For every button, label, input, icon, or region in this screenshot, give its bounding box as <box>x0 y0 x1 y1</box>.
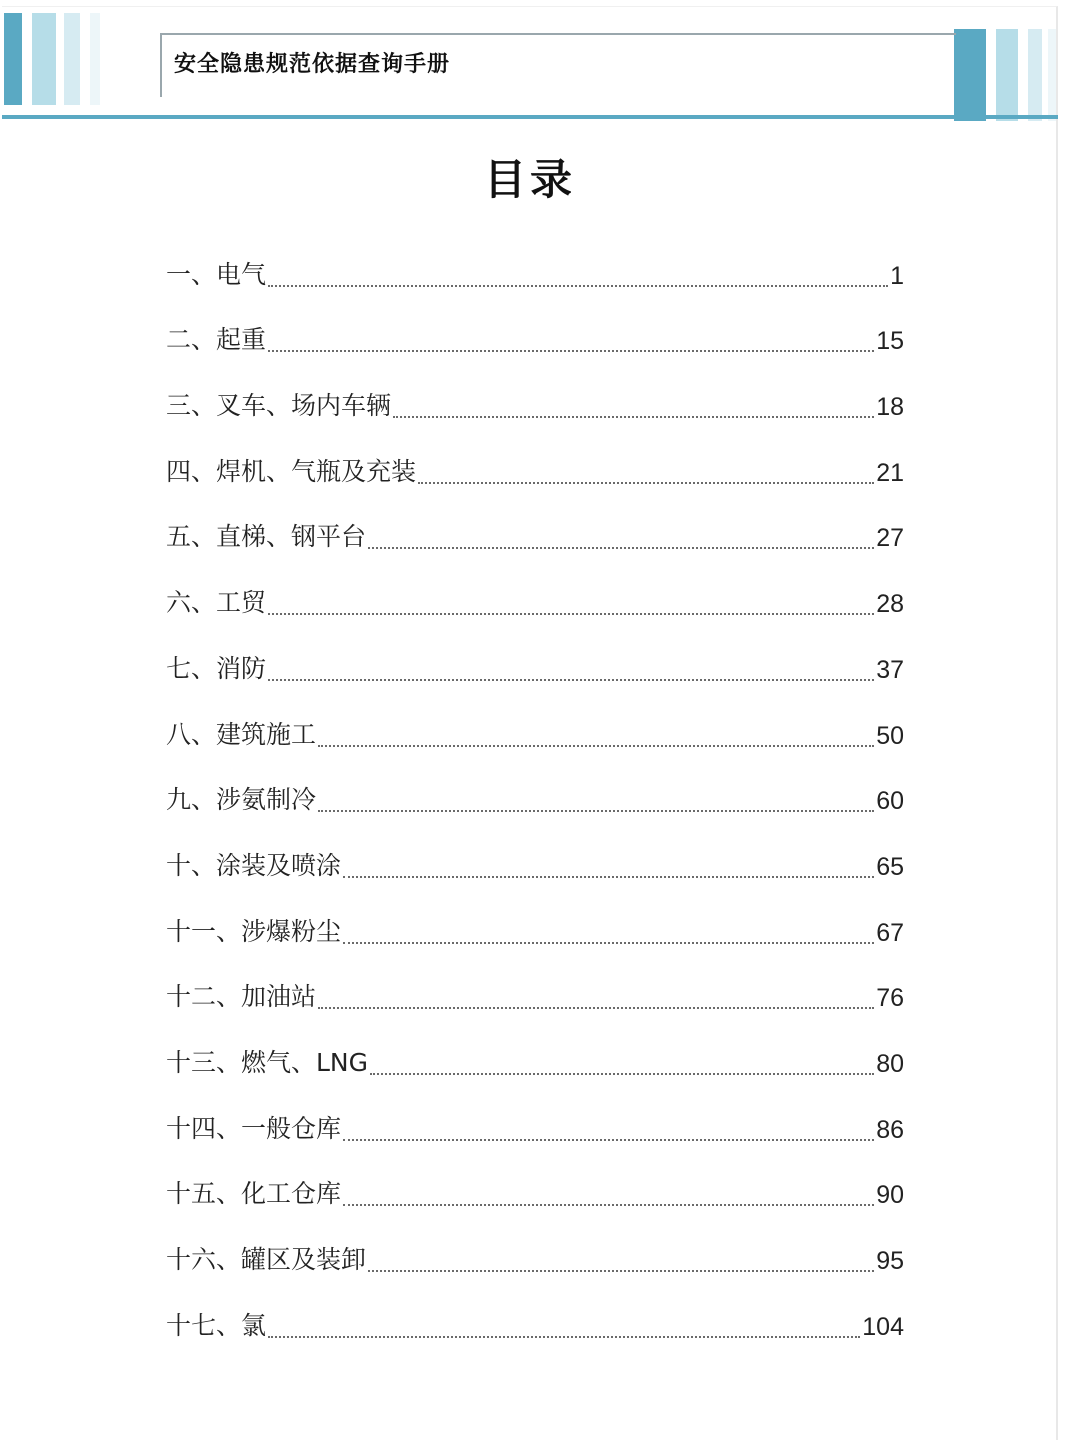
header-title: 安全隐患规范依据查询手册 <box>174 52 451 77</box>
toc-entry[interactable] <box>166 886 904 952</box>
header-title-box <box>160 33 956 97</box>
toc-leader-dots <box>368 546 874 549</box>
toc-entry-label: 十六、罐区及装卸 <box>166 1245 367 1274</box>
toc-entry-page-number: 60 <box>876 787 904 816</box>
toc-leader-dots <box>318 1006 874 1009</box>
toc-leader-dots <box>318 744 874 747</box>
toc-entry[interactable] <box>166 1083 904 1149</box>
toc-entry-page-number: 104 <box>862 1312 904 1341</box>
toc-leader-dots <box>318 809 874 812</box>
toc-entry-page-number: 18 <box>876 393 904 422</box>
right-bar-faint <box>1048 29 1056 121</box>
toc-entry[interactable] <box>166 492 904 558</box>
toc-entry-label: 四、焊机、气瓶及充装 <box>166 456 417 486</box>
toc-entry[interactable] <box>166 229 904 295</box>
document-page <box>2 6 1058 1440</box>
toc-leader-dots <box>393 415 874 418</box>
toc-leader-dots <box>418 481 874 484</box>
toc-entry[interactable] <box>166 623 904 689</box>
toc-entry[interactable] <box>166 1017 904 1083</box>
toc-entry-label: 十五、化工仓库 <box>166 1179 342 1209</box>
toc-entry-page-number: 27 <box>876 524 904 553</box>
toc-entry-label: 二、起重 <box>166 325 267 355</box>
toc-entry[interactable] <box>166 295 904 361</box>
toc-entry-label: 一、电气 <box>166 259 267 289</box>
toc-entry-label: 十三、燃气、LNG <box>166 1047 369 1077</box>
toc-entry-label: 六、工贸 <box>166 588 267 618</box>
toc-leader-dots <box>343 941 874 944</box>
toc-entry-page-number: 86 <box>876 1115 904 1144</box>
toc-entry-page-number: 21 <box>876 458 904 487</box>
toc-entry-page-number: 37 <box>876 655 904 684</box>
toc-entry-page-number: 76 <box>876 984 904 1013</box>
toc-leader-dots <box>370 1072 874 1075</box>
toc-entry-page-number: 95 <box>876 1247 904 1275</box>
toc-leader-dots <box>268 678 874 681</box>
toc-leader-dots <box>268 284 888 287</box>
toc-leader-dots <box>268 349 874 352</box>
toc-entry-page-number: 28 <box>876 590 904 619</box>
toc-leader-dots <box>368 1269 874 1272</box>
toc-entry[interactable] <box>166 755 904 821</box>
toc-entry-page-number: 50 <box>876 721 904 750</box>
toc-entry-label: 十七、氯 <box>166 1310 267 1340</box>
toc-leader-dots <box>343 875 874 878</box>
toc-entry[interactable] <box>166 1280 904 1346</box>
toc-entry-label: 十二、加油站 <box>166 982 317 1012</box>
toc-entry-label: 十、涂装及喷涂 <box>166 850 342 880</box>
header-decoration <box>2 7 1058 123</box>
right-bar-light <box>1028 29 1042 121</box>
toc-leader-dots <box>268 612 874 615</box>
toc-entry[interactable] <box>166 689 904 755</box>
toc-entry-label: 七、消防 <box>166 653 267 683</box>
toc-list <box>166 229 904 1346</box>
toc-entry[interactable] <box>166 557 904 623</box>
toc-leader-dots <box>268 1335 860 1338</box>
toc-entry-page-number: 15 <box>876 327 904 356</box>
toc-entry-page-number: 90 <box>876 1181 904 1210</box>
left-bar-dark <box>4 13 22 105</box>
toc-entry-label: 十一、涉爆粉尘 <box>166 916 342 946</box>
toc-entry[interactable] <box>166 1149 904 1215</box>
left-bar-medium <box>32 13 56 105</box>
toc-entry-page-number: 67 <box>876 918 904 947</box>
header-rule <box>2 115 1058 119</box>
toc-entry[interactable] <box>166 952 904 1018</box>
right-bar-medium <box>996 29 1018 121</box>
right-bar-dark <box>954 29 986 121</box>
toc-entry-label: 八、建筑施工 <box>166 719 317 749</box>
toc-entry-label: 五、直梯、钢平台 <box>166 522 367 552</box>
toc-leader-dots <box>343 1138 874 1141</box>
toc-entry-label: 九、涉氨制冷 <box>166 785 317 815</box>
toc-entry-label: 三、叉车、场内车辆 <box>166 391 392 421</box>
toc-entry-page-number: 65 <box>876 852 904 881</box>
toc-leader-dots <box>343 1203 874 1206</box>
left-bar-light <box>64 13 80 105</box>
toc-entry-page-number: 1 <box>890 261 904 290</box>
toc-entry[interactable] <box>166 1214 904 1280</box>
toc-heading: 目录 <box>483 155 576 204</box>
toc-entry[interactable] <box>166 820 904 886</box>
toc-entry[interactable] <box>166 360 904 426</box>
toc-entry-label: 十四、一般仓库 <box>166 1113 342 1143</box>
toc-entry[interactable] <box>166 426 904 492</box>
left-bar-faint <box>90 13 100 105</box>
toc-entry-page-number: 80 <box>876 1049 904 1078</box>
